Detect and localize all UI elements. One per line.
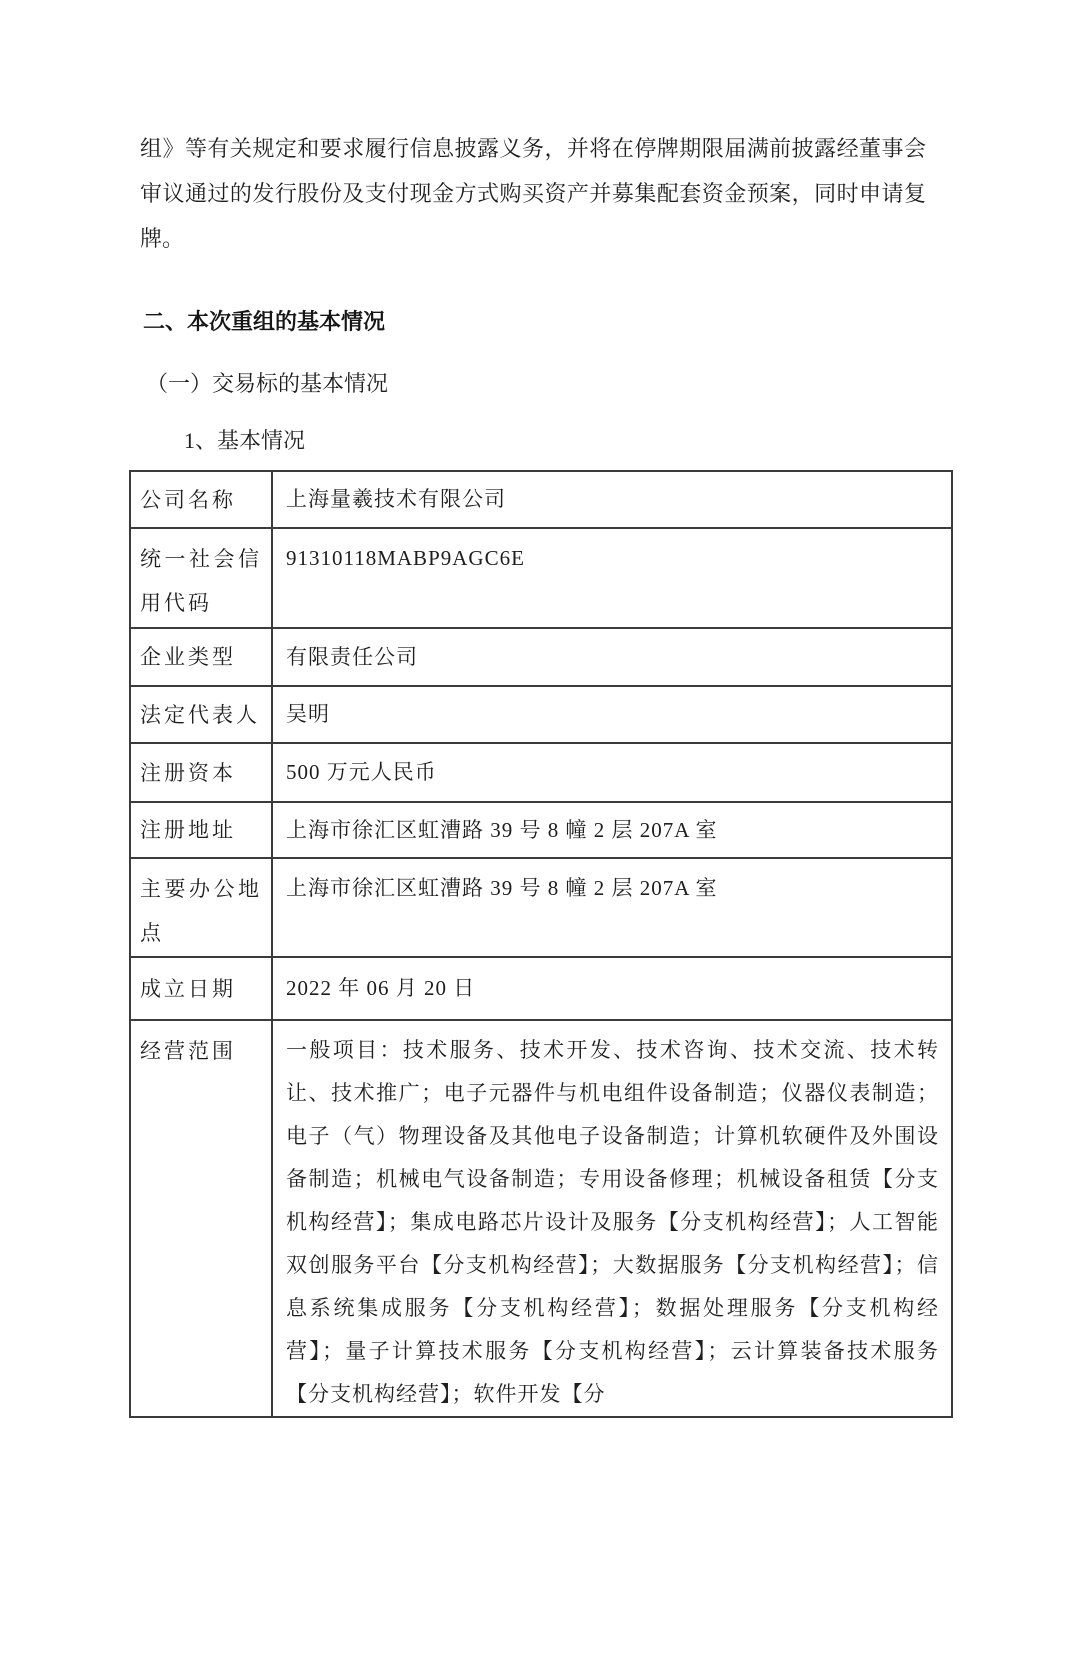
row-label: 法定代表人: [130, 686, 272, 743]
table-row: [130, 528, 952, 628]
row-label: 注册地址: [130, 802, 272, 858]
row-label: 企业类型: [130, 628, 272, 686]
table-row: [130, 858, 952, 957]
table-row: [130, 802, 952, 858]
row-label: 注册资本: [130, 743, 272, 802]
document-page: [0, 126, 1080, 1653]
row-value: 有限责任公司: [272, 628, 952, 686]
row-value: 91310118MABP9AGC6E: [272, 528, 952, 628]
company-info-table: [129, 470, 953, 1418]
row-value: 一般项目：技术服务、技术开发、技术咨询、技术交流、技术转让、技术推广；电子元器件与机电组件设备制造；仪器仪表制造；电子（气）物理设备及其他电子设备制造；计算机软硬件及外围设备制造；机械电气设备制造；专用设备修理；机械设备租赁【分支机构经营】；集成电路芯片设计及服务【分支机构经营】；人工智能双创服务平台【分支机构经营】；大数据服务【分支机构经营】；信息系统集成服务【分支机构经营】；数据处理服务【分支机构经营】；量子计算技术服务【分支机构经营】；云计算装备技术服务【分支机构经营】；软件开发【分: [272, 1020, 952, 1417]
row-value: 500 万元人民币: [272, 743, 952, 802]
table-row: [130, 1020, 952, 1417]
table-row: [130, 471, 952, 528]
row-label: 主要办公地点: [130, 858, 272, 957]
table-row: [130, 686, 952, 743]
row-label: 成立日期: [130, 957, 272, 1020]
row-value: 上海量羲技术有限公司: [272, 471, 952, 528]
intro-paragraph: 组》等有关规定和要求履行信息披露义务，并将在停牌期限届满前披露经董事会审议通过的发行股份及支付现金方式购买资产并募集配套资金预案，同时申请复牌。: [140, 136, 926, 251]
row-label: 公司名称: [130, 471, 272, 528]
table-row: [130, 957, 952, 1020]
row-value: 2022 年 06 月 20 日: [272, 957, 952, 1020]
table-row: [130, 628, 952, 686]
row-label: 统一社会信用代码: [130, 528, 272, 628]
section-heading: 二、本次重组的基本情况: [143, 309, 386, 334]
row-label: 经营范围: [130, 1020, 272, 1417]
row-value: 上海市徐汇区虹漕路 39 号 8 幢 2 层 207A 室: [272, 802, 952, 858]
row-value: 吴明: [272, 686, 952, 743]
row-value: 上海市徐汇区虹漕路 39 号 8 幢 2 层 207A 室: [272, 858, 952, 957]
table-row: [130, 743, 952, 802]
item-heading: 1、基本情况: [184, 428, 306, 453]
subsection-heading: （一）交易标的基本情况: [146, 371, 389, 396]
